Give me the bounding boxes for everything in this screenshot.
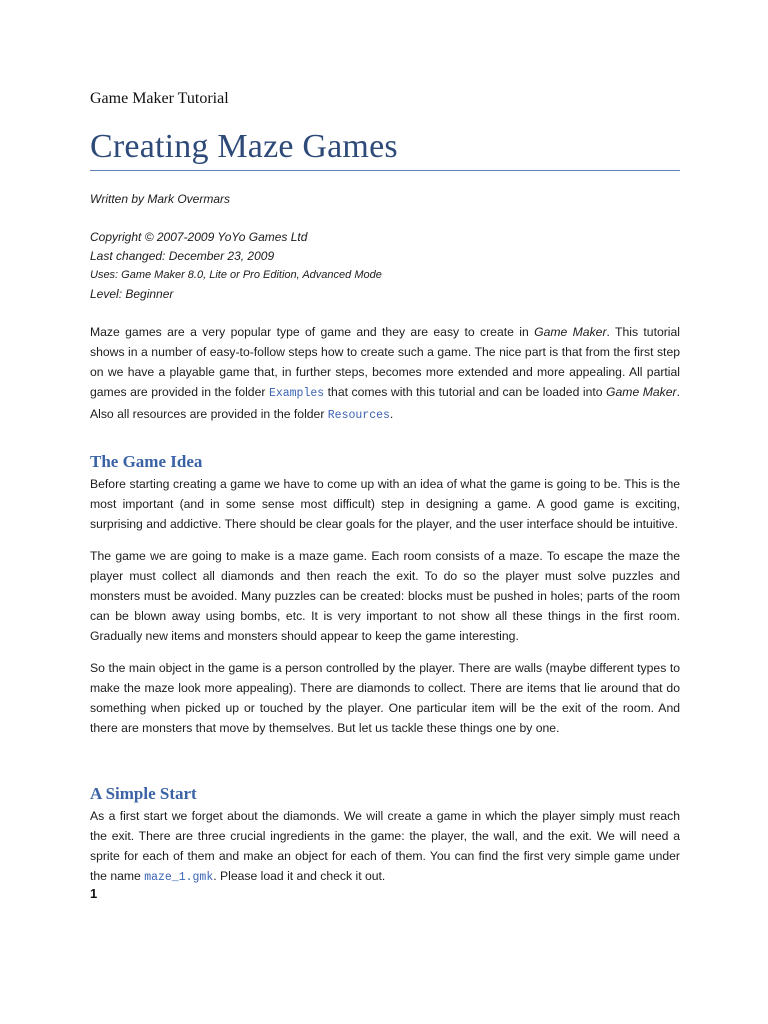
paragraph xyxy=(90,806,680,888)
document-header: Game Maker Tutorial xyxy=(90,90,229,107)
text-run: that comes with this tutorial and can be loaded into xyxy=(324,385,607,399)
game-file-code: maze_1.gmk xyxy=(144,871,214,884)
game-idea-section xyxy=(90,474,680,750)
text-run: As a first start we forget about the diamonds. We will create a game in which the player simply must reach the exit. There are three crucial ingredients in the game: the player, the wall, and the exit. We will need a sprite for each of them and make an object for each of them. You can find the first very simple game under the name xyxy=(90,809,680,883)
text-run: . xyxy=(389,407,394,421)
paragraph: Before starting creating a game we have to come up with an idea of what the game is going to be. This is the most important (and in some sense most difficult) step in designing a game. A good game is exciting, surprising and addictive. There should be clear goals for the player, and the user interface should be intuitive. xyxy=(90,477,680,531)
last-changed-line: Last changed: December 23, 2009 xyxy=(90,249,275,263)
text-run: . Please load it and check it out. xyxy=(213,869,386,883)
text-run: . This tutorial shows in a number of easy-to-follow steps how to create such a game. The nice part is that from the first step on we have a playable game that, in further steps, becomes more extended and more appealing. All partial games are provided in the folder xyxy=(90,325,680,399)
uses-line: Uses: Game Maker 8.0, Lite or Pro Edition, Advanced Mode xyxy=(90,269,382,281)
title-divider xyxy=(90,170,680,171)
level-line: Level: Beginner xyxy=(90,287,174,301)
simple-start-section xyxy=(90,806,680,900)
text-run: Maze games are a very popular type of game and they are easy to create in xyxy=(90,325,535,339)
resources-folder-code: Resources xyxy=(327,409,390,422)
text-run: . Also all resources are provided in the folder xyxy=(90,385,680,421)
author-line: Written by Mark Overmars xyxy=(90,192,231,206)
section-heading-game-idea: The Game Idea xyxy=(90,452,203,471)
intro-section xyxy=(90,322,680,438)
copyright-line: Copyright © 2007-2009 YoYo Games Ltd xyxy=(90,230,308,244)
examples-folder-code: Examples xyxy=(268,387,325,400)
page-title: Creating Maze Games xyxy=(90,128,398,165)
paragraph: So the main object in the game is a person controlled by the player. There are walls (maybe different types to make the maze look more appealing). There are diamonds to collect. There are items that lie around that do something when picked up or touched by the player. One particular item will be the exit of the room. And there are monsters that move by themselves. But let us tackle these things one by one. xyxy=(90,661,680,735)
section-heading-simple-start: A Simple Start xyxy=(90,784,197,803)
intro-paragraph xyxy=(90,322,680,426)
text-run: Game Maker xyxy=(606,385,677,399)
paragraph: The game we are going to make is a maze game. Each room consists of a maze. To escape the maze the player must collect all diamonds and then reach the exit. To do so the player must solve puzzles and monsters must be avoided. Many puzzles can be created: blocks must be pushed in holes; parts of the room can be blown away using bombs, etc. It is very important to not show all these things in the first room. Gradually new items and monsters should appear to keep the game interesting. xyxy=(90,549,680,643)
document-meta xyxy=(90,228,382,304)
text-run: Game Maker xyxy=(534,325,607,339)
page-number: 1 xyxy=(90,886,98,901)
